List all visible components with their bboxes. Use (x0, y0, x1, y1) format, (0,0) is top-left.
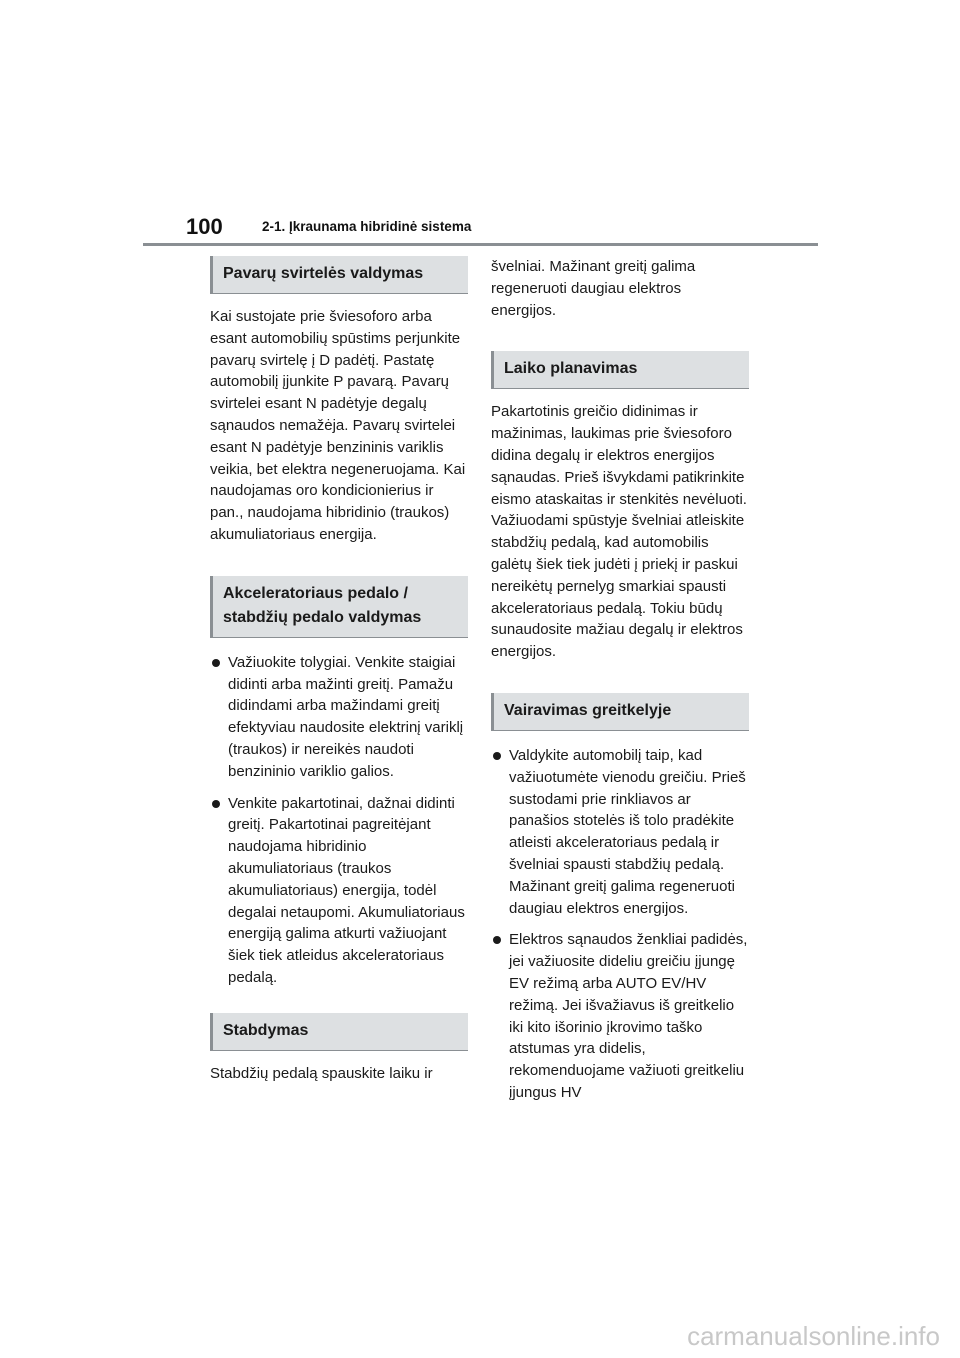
paragraph-braking-continued: švelniai. Mažinant greitį galima regeneruoti daugiau elektros energijos. (491, 258, 696, 319)
paragraph-braking: Stabdžių pedalą spauskite laiku ir (210, 1064, 433, 1082)
section-header-gear-lever: Pavarų svirtelės valdymas (210, 256, 468, 294)
bullet-icon (212, 800, 220, 808)
bullet-text: Važiuokite tolygiai. Venkite staigiai didinti arba mažinti greitį. Pamažu didindami arba mažindami greitį efektyviau naudosite elektrinį variklį (traukos) ir nereikės naudoti benzininio variklio galios. (228, 653, 464, 780)
right-column (491, 256, 749, 1114)
section-header-time-planning: Laiko planavimas (491, 351, 749, 389)
bullet-text: Elektros sąnaudos ženkliai padidės, jei važiuosite dideliu greičiu įjungę EV režimą arba AUTO EV/HV režimą. Jei išvažiavus iš greitkelio iki kito išorinio įkrovimo taško atstumas yra didelis, rekomenduojame važiuoti greitkeliu įjungus HV (509, 931, 748, 1101)
section-header-pedals: Akceleratoriaus pedalo / stabdžių pedalo valdymas (210, 576, 468, 638)
page-header (0, 0, 960, 250)
paragraph-time-planning: Pakartotinis greičio didinimas ir mažinimas, laukimas prie šviesoforo didina degalų ir elektros energijos sąnaudas. Prieš išvykdami patikrinkite eismo ataskaitas ir stenkitės nevėluoti. Važiuodami spūstyje švelniai atleiskite stabdžių pedalą, kad automobilis galėtų šiek tiek judėti į priekį ir paskui nereikėtų pernelyg smarkiai spausti akceleratoriaus pedalą. Tokiu būdų sunaudosite mažiau degalų ir elektros energijos. (491, 403, 747, 661)
bullet-text: Venkite pakartotinai, dažnai didinti greitį. Pakartotinai pagreitėjant naudojama hibridinio akumuliatoriaus (traukos akumuliatoriaus) energija, todėl degalai netaupomi. Akumuliatoriaus energiją galima atkurti važiuojant šiek tiek atleidus akceleratoriaus pedalą. (228, 794, 465, 986)
bullet-icon (493, 936, 501, 944)
left-column (210, 256, 468, 1085)
bullet-icon (212, 659, 220, 667)
list-item (210, 793, 468, 989)
chapter-title: 2-1. Įkraunama hibridinė sistema (262, 219, 472, 234)
list-item (491, 929, 749, 1103)
page-number: 100 (186, 214, 223, 239)
bullet-list-highway (491, 745, 749, 1104)
list-item (210, 652, 468, 783)
bullet-icon (493, 752, 501, 760)
header-divider (143, 243, 818, 246)
paragraph-gear-lever: Kai sustojate prie šviesoforo arba esant automobilių spūstims perjunkite pavarų svirtelę į D padėtį. Pastatę automobilį įjunkite P pavarą. Pavarų svirtelei esant N padėtyje degalų sąnaudos nemažėja. Pavarų svirtelei esant N padėtyje benzininis variklis veikia, bet elektra negeneruojama. Kai naudojamas oro kondicionierius ir pan., naudojama hibridinio (traukos) akumuliatoriaus energija. (210, 308, 466, 543)
list-item (491, 745, 749, 919)
bullet-text: Valdykite automobilį taip, kad važiuotumėte vienodu greičiu. Prieš sustodami prie rinkliavos ar panašios stotelės iš tolo pradėkite atleisti akceleratoriaus pedalą ir švelniai spausti stabdžių pedalą. Mažinant greitį galima regeneruoti daugiau elektros energijos. (509, 746, 746, 917)
section-header-highway: Vairavimas greitkelyje (491, 693, 749, 731)
section-header-braking: Stabdymas (210, 1013, 468, 1051)
bullet-list-pedals (210, 652, 468, 989)
watermark: carmanualsonline.info (687, 1321, 940, 1351)
